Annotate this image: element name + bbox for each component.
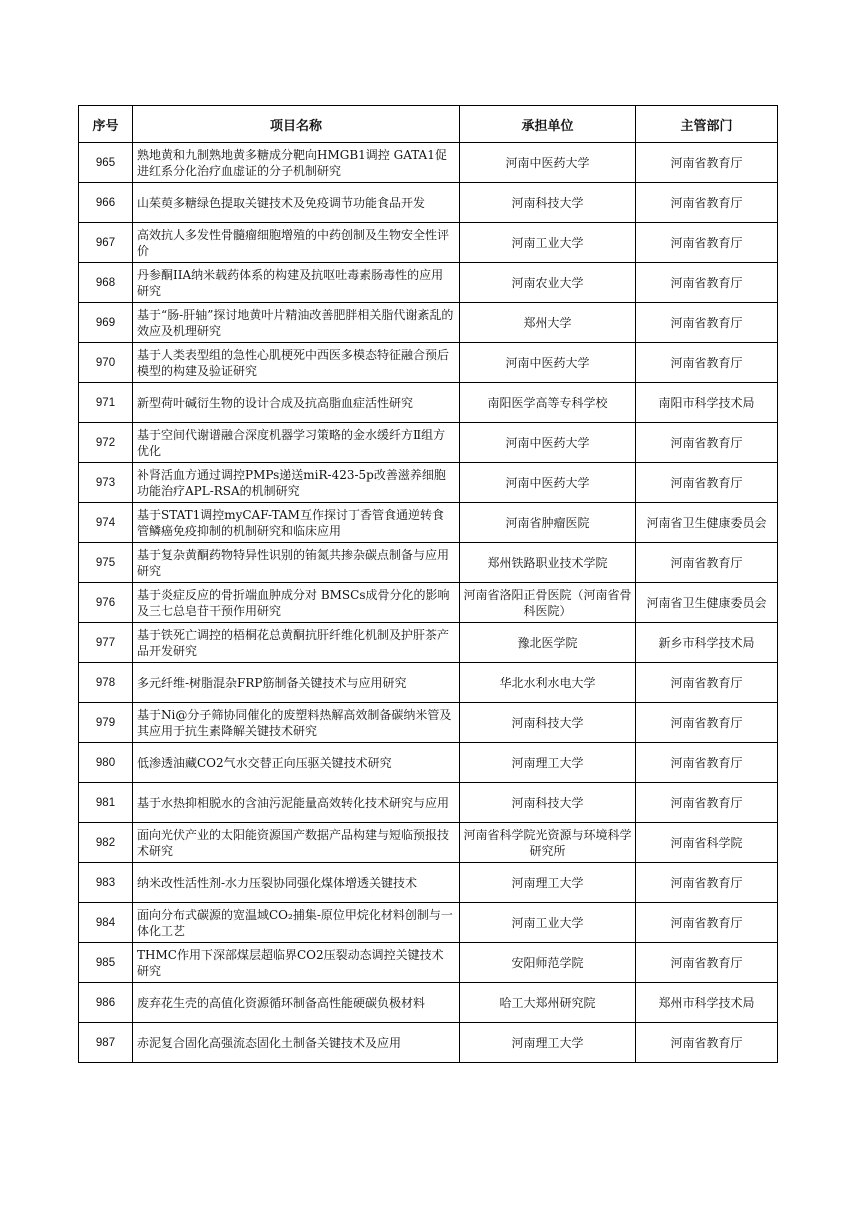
department-cell: 河南省教育厅: [636, 343, 778, 383]
row-index-cell: 971: [79, 383, 133, 423]
department-cell: 河南省教育厅: [636, 943, 778, 983]
table-body: [79, 143, 778, 1063]
table-row: [79, 143, 778, 183]
project-name-cell: 基于炎症反应的骨折端血肿成分对 BMSCs成骨分化的影响及三七总皂苷干预作用研究: [133, 583, 460, 623]
department-cell: 河南省教育厅: [636, 863, 778, 903]
department-cell: 南阳市科学技术局: [636, 383, 778, 423]
organization-cell: 河南省肿瘤医院: [460, 503, 636, 543]
table-row: [79, 863, 778, 903]
department-cell: 河南省教育厅: [636, 1023, 778, 1063]
row-index-cell: 985: [79, 943, 133, 983]
organization-cell: 河南农业大学: [460, 263, 636, 303]
organization-cell: 安阳师范学院: [460, 943, 636, 983]
table-row: [79, 623, 778, 663]
row-index-cell: 967: [79, 223, 133, 263]
header-project-name: 项目名称: [133, 106, 460, 143]
table-row: [79, 383, 778, 423]
department-cell: 河南省科学院: [636, 823, 778, 863]
project-name-cell: 基于水热抑相脱水的含油污泥能量高效转化技术研究与应用: [133, 783, 460, 823]
organization-cell: 河南理工大学: [460, 743, 636, 783]
project-name-cell: 补肾活血方通过调控PMPs递送miR-423-5p改善滋养细胞功能治疗APL-RSA的机制研究: [133, 463, 460, 503]
department-cell: 河南省教育厅: [636, 543, 778, 583]
project-name-cell: THMC作用下深部煤层超临界CO2压裂动态调控关键技术研究: [133, 943, 460, 983]
table-row: [79, 983, 778, 1023]
department-cell: 郑州市科学技术局: [636, 983, 778, 1023]
row-index-cell: 980: [79, 743, 133, 783]
table-row: [79, 183, 778, 223]
department-cell: 河南省教育厅: [636, 423, 778, 463]
project-name-cell: 山茱萸多糖绿色提取关键技术及免疫调节功能食品开发: [133, 183, 460, 223]
table-row: [79, 263, 778, 303]
row-index-cell: 977: [79, 623, 133, 663]
project-name-cell: 多元纤维-树脂混杂FRP筋制备关键技术与应用研究: [133, 663, 460, 703]
project-name-cell: 面向光伏产业的太阳能资源国产数据产品构建与短临预报技术研究: [133, 823, 460, 863]
project-name-cell: 纳米改性活性剂-水力压裂协同强化煤体增透关键技术: [133, 863, 460, 903]
row-index-cell: 969: [79, 303, 133, 343]
organization-cell: 豫北医学院: [460, 623, 636, 663]
row-index-cell: 981: [79, 783, 133, 823]
row-index-cell: 982: [79, 823, 133, 863]
table-row: [79, 783, 778, 823]
header-index: 序号: [79, 106, 133, 143]
department-cell: 河南省卫生健康委员会: [636, 503, 778, 543]
department-cell: 河南省教育厅: [636, 463, 778, 503]
project-name-cell: 赤泥复合固化高强流态固化土制备关键技术及应用: [133, 1023, 460, 1063]
project-name-cell: 基于STAT1调控myCAF-TAM互作探讨丁香管食通逆转食管鳞癌免疫抑制的机制研究和临床应用: [133, 503, 460, 543]
table-row: [79, 823, 778, 863]
header-organization: 承担单位: [460, 106, 636, 143]
table-row: [79, 303, 778, 343]
row-index-cell: 974: [79, 503, 133, 543]
project-name-cell: 基于复杂黄酮药物特异性识别的铕氮共掺杂碳点制备与应用研究: [133, 543, 460, 583]
project-name-cell: 新型荷叶碱衍生物的设计合成及抗高脂血症活性研究: [133, 383, 460, 423]
project-name-cell: 丹参酮IIA纳米载药体系的构建及抗呕吐毒素肠毒性的应用研究: [133, 263, 460, 303]
table-row: [79, 743, 778, 783]
department-cell: 河南省教育厅: [636, 663, 778, 703]
row-index-cell: 970: [79, 343, 133, 383]
table-row: [79, 943, 778, 983]
project-table: [78, 105, 778, 1063]
organization-cell: 河南中医药大学: [460, 423, 636, 463]
project-name-cell: 废弃花生壳的高值化资源循环制备高性能硬碳负极材料: [133, 983, 460, 1023]
organization-cell: 郑州铁路职业技术学院: [460, 543, 636, 583]
organization-cell: 河南科技大学: [460, 783, 636, 823]
table-row: [79, 423, 778, 463]
table-row: [79, 223, 778, 263]
department-cell: 河南省教育厅: [636, 703, 778, 743]
department-cell: 河南省卫生健康委员会: [636, 583, 778, 623]
department-cell: 河南省教育厅: [636, 143, 778, 183]
table-header-row: [79, 106, 778, 143]
row-index-cell: 965: [79, 143, 133, 183]
organization-cell: 河南理工大学: [460, 1023, 636, 1063]
row-index-cell: 976: [79, 583, 133, 623]
department-cell: 河南省教育厅: [636, 743, 778, 783]
organization-cell: 郑州大学: [460, 303, 636, 343]
table-row: [79, 463, 778, 503]
header-department: 主管部门: [636, 106, 778, 143]
organization-cell: 华北水利水电大学: [460, 663, 636, 703]
department-cell: 河南省教育厅: [636, 903, 778, 943]
project-name-cell: 低渗透油藏CO2气水交替正向压驱关键技术研究: [133, 743, 460, 783]
row-index-cell: 968: [79, 263, 133, 303]
row-index-cell: 972: [79, 423, 133, 463]
project-name-cell: 面向分布式碳源的宽温域CO₂捕集-原位甲烷化材料创制与一体化工艺: [133, 903, 460, 943]
table-row: [79, 503, 778, 543]
department-cell: 河南省教育厅: [636, 223, 778, 263]
project-name-cell: 基于空间代谢谱融合深度机器学习策略的金水缓纤方Ⅱ组方优化: [133, 423, 460, 463]
project-name-cell: 高效抗人多发性骨髓瘤细胞增殖的中药创制及生物安全性评价: [133, 223, 460, 263]
project-name-cell: 熟地黄和九制熟地黄多糖成分靶向HMGB1调控 GATA1促进红系分化治疗血虚证的分子机制研究: [133, 143, 460, 183]
department-cell: 河南省教育厅: [636, 263, 778, 303]
row-index-cell: 986: [79, 983, 133, 1023]
department-cell: 河南省教育厅: [636, 183, 778, 223]
table-row: [79, 703, 778, 743]
organization-cell: 河南中医药大学: [460, 463, 636, 503]
row-index-cell: 987: [79, 1023, 133, 1063]
department-cell: 河南省教育厅: [636, 783, 778, 823]
table-row: [79, 583, 778, 623]
project-name-cell: 基于铁死亡调控的梧桐花总黄酮抗肝纤维化机制及护肝茶产品开发研究: [133, 623, 460, 663]
organization-cell: 河南中医药大学: [460, 143, 636, 183]
row-index-cell: 984: [79, 903, 133, 943]
table-row: [79, 343, 778, 383]
department-cell: 新乡市科学技术局: [636, 623, 778, 663]
organization-cell: 河南中医药大学: [460, 343, 636, 383]
organization-cell: 南阳医学高等专科学校: [460, 383, 636, 423]
table-row: [79, 903, 778, 943]
project-name-cell: 基于“肠-肝轴”探讨地黄叶片精油改善肥胖相关脂代谢紊乱的效应及机理研究: [133, 303, 460, 343]
department-cell: 河南省教育厅: [636, 303, 778, 343]
row-index-cell: 979: [79, 703, 133, 743]
organization-cell: 河南工业大学: [460, 223, 636, 263]
table-row: [79, 663, 778, 703]
row-index-cell: 973: [79, 463, 133, 503]
row-index-cell: 983: [79, 863, 133, 903]
project-name-cell: 基于Ni@分子筛协同催化的废塑料热解高效制备碳纳米管及其应用于抗生素降解关键技术研究: [133, 703, 460, 743]
organization-cell: 哈工大郑州研究院: [460, 983, 636, 1023]
table-row: [79, 1023, 778, 1063]
row-index-cell: 966: [79, 183, 133, 223]
project-table-container: [78, 105, 777, 1063]
organization-cell: 河南省科学院光资源与环境科学研究所: [460, 823, 636, 863]
organization-cell: 河南工业大学: [460, 903, 636, 943]
organization-cell: 河南理工大学: [460, 863, 636, 903]
row-index-cell: 975: [79, 543, 133, 583]
organization-cell: 河南科技大学: [460, 703, 636, 743]
organization-cell: 河南科技大学: [460, 183, 636, 223]
row-index-cell: 978: [79, 663, 133, 703]
table-row: [79, 543, 778, 583]
project-name-cell: 基于人类表型组的急性心肌梗死中西医多模态特征融合预后模型的构建及验证研究: [133, 343, 460, 383]
organization-cell: 河南省洛阳正骨医院（河南省骨科医院）: [460, 583, 636, 623]
